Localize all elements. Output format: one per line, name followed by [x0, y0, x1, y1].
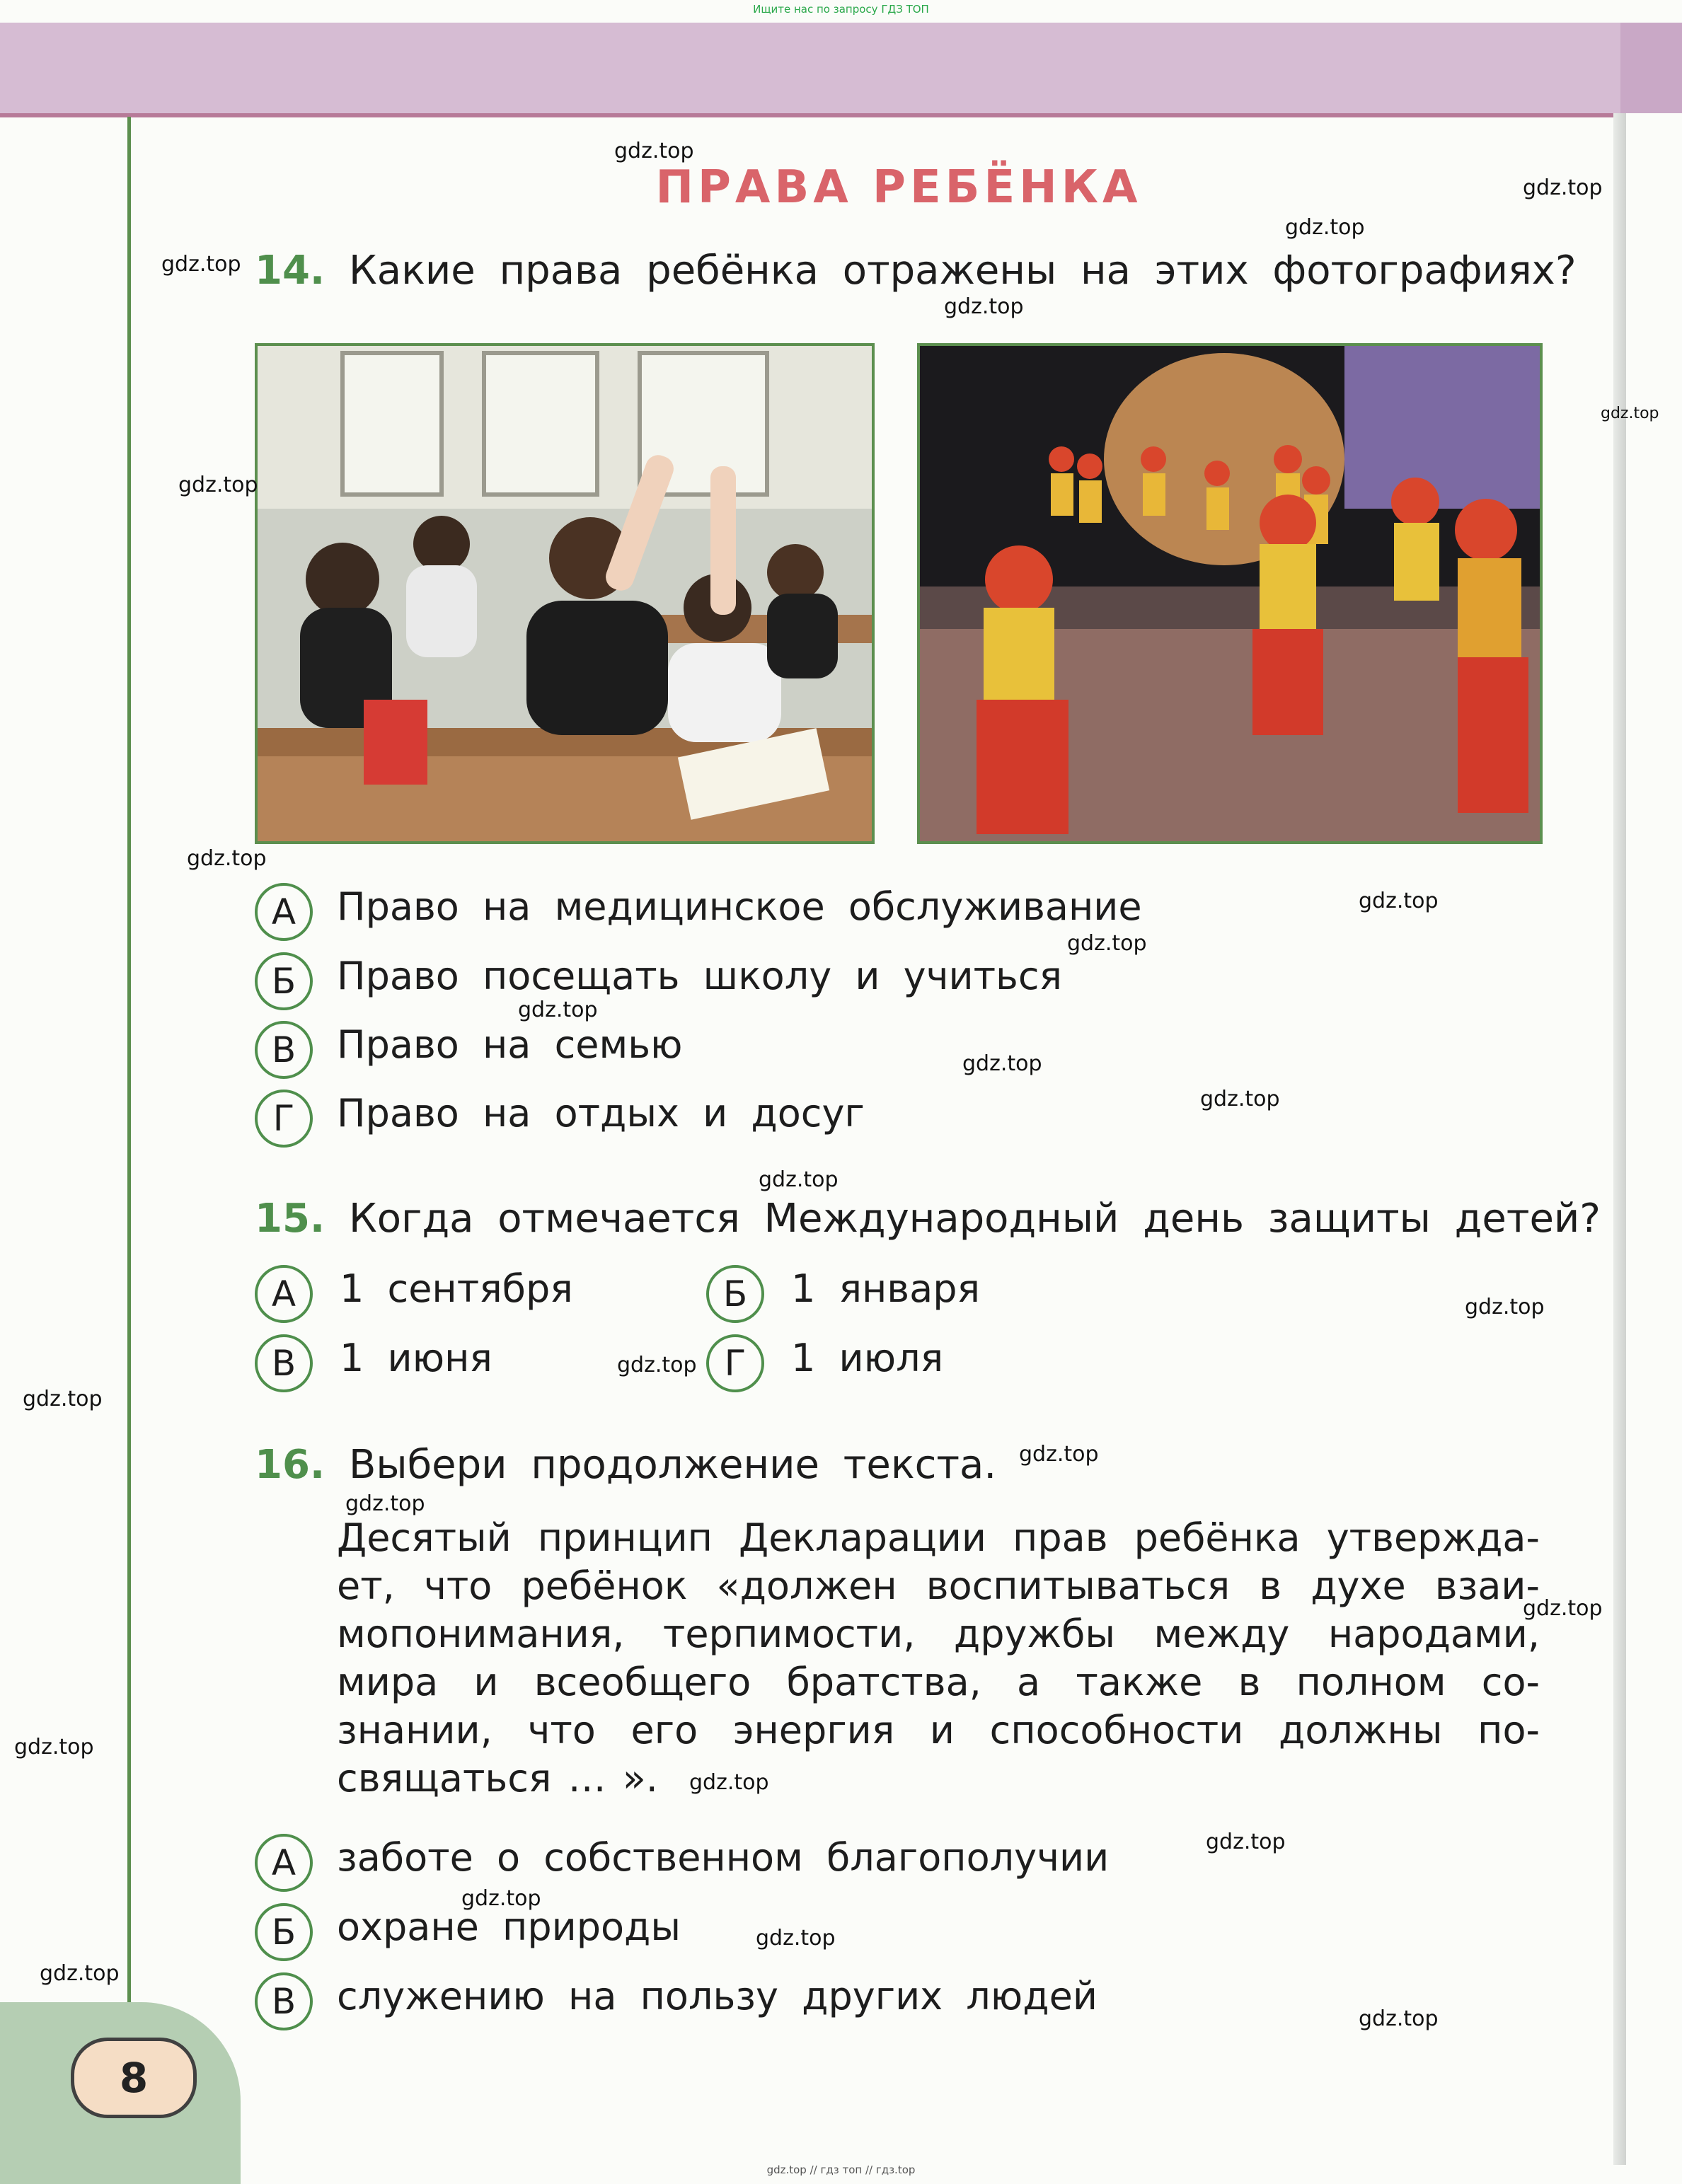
footer-links[interactable]: gdz.top // гдз топ // гдз.top	[766, 2163, 916, 2176]
option-b-text: охране природы	[337, 1905, 681, 1949]
watermark: gdz.top	[187, 846, 267, 871]
option-a-text: 1 сентября	[340, 1266, 573, 1311]
watermark: gdz.top	[1359, 889, 1439, 913]
watermark: gdz.top	[1465, 1295, 1545, 1319]
watermark: gdz.top	[614, 139, 694, 163]
watermark: gdz.top	[689, 1770, 769, 1795]
header-band-edge	[1620, 23, 1682, 113]
option-a-circle[interactable]: А	[255, 1265, 313, 1323]
header-band	[0, 23, 1620, 117]
option-b-circle[interactable]: Б	[255, 952, 313, 1010]
question-number: 14.	[255, 248, 326, 294]
option-g-text: Право на отдых и досуг	[337, 1091, 865, 1136]
watermark: gdz.top	[1067, 931, 1147, 956]
question-16	[255, 1442, 996, 1488]
option-a-circle[interactable]: А	[255, 883, 313, 941]
option-b-circle[interactable]: Б	[255, 1903, 313, 1961]
question-number: 15.	[255, 1196, 326, 1242]
option-b-text: Право посещать школу и учиться	[337, 954, 1063, 998]
quote-line: ет, что ребёнок «должен воспитываться в духе взаи-	[337, 1564, 1540, 1608]
question-14	[255, 248, 1577, 294]
quote-line: мира и всеобщего братства, а также в полном со-	[337, 1660, 1540, 1704]
watermark: gdz.top	[23, 1387, 103, 1411]
watermark: gdz.top	[759, 1167, 839, 1192]
quote-line: свящаться … ».	[337, 1756, 658, 1801]
watermark: gdz.top	[14, 1735, 94, 1760]
watermark: gdz.top	[1359, 2006, 1439, 2031]
watermark: gdz.top	[1200, 1087, 1280, 1111]
watermark: gdz.top	[40, 1961, 120, 1986]
watermark: gdz.top	[461, 1886, 541, 1911]
option-v-text: Право на семью	[337, 1022, 683, 1067]
watermark: gdz.top	[962, 1051, 1042, 1076]
option-v-circle[interactable]: В	[255, 1021, 313, 1079]
margin-line	[127, 117, 131, 2112]
option-b-text: 1 января	[791, 1266, 980, 1311]
dancers-illustration	[920, 346, 1540, 841]
watermark: gdz.top	[1523, 1596, 1603, 1621]
option-b-circle[interactable]: Б	[706, 1265, 764, 1323]
watermark: gdz.top	[944, 294, 1024, 319]
watermark: gdz.top	[1285, 215, 1365, 240]
dancers-photo	[917, 343, 1543, 844]
watermark: gdz.top	[178, 473, 258, 497]
declaration-quote	[337, 1514, 1540, 1803]
question-text: Когда отмечается Международный день защиты детей?	[349, 1196, 1601, 1242]
option-v-circle[interactable]: В	[255, 1972, 313, 2030]
option-a-text: заботе о собственном благополучии	[337, 1835, 1110, 1880]
top-search-link[interactable]: Ищите нас по запросу ГДЗ ТОП	[753, 3, 929, 16]
question-text: Выбери продолжение текста.	[349, 1442, 997, 1488]
watermark: gdz.top	[617, 1353, 697, 1377]
question-text: Какие права ребёнка отражены на этих фотографиях?	[349, 248, 1577, 294]
watermark: gdz.top	[518, 998, 598, 1022]
watermark: gdz.top	[345, 1491, 425, 1516]
quote-line: Десятый принцип Декларации прав ребёнка утвержда-	[337, 1515, 1540, 1560]
page-number: 8	[71, 2038, 197, 2118]
watermark: gdz.top	[756, 1926, 836, 1951]
option-a-circle[interactable]: А	[255, 1834, 313, 1892]
question-15	[255, 1196, 1601, 1242]
watermark: gdz.top	[1019, 1442, 1099, 1467]
question-number: 16.	[255, 1442, 326, 1488]
page-title: ПРАВА РЕБЁНКА	[655, 161, 1142, 214]
option-g-circle[interactable]: Г	[706, 1334, 764, 1392]
option-v-circle[interactable]: В	[255, 1334, 313, 1392]
option-v-text: служению на пользу других людей	[337, 1974, 1098, 2018]
watermark: gdz.top	[1206, 1830, 1286, 1854]
option-v-text: 1 июня	[340, 1336, 492, 1380]
quote-line: мопонимания, терпимости, дружбы между народами,	[337, 1612, 1540, 1656]
classroom-illustration	[258, 346, 872, 841]
option-g-text: 1 июля	[791, 1336, 944, 1380]
watermark: gdz.top	[1601, 405, 1659, 422]
classroom-photo	[255, 343, 875, 844]
watermark: gdz.top	[1523, 175, 1603, 200]
watermark: gdz.top	[161, 252, 241, 277]
option-a-text: Право на медицинское обслуживание	[337, 884, 1142, 929]
quote-line: знании, что его энергия и способности должны по-	[337, 1708, 1540, 1752]
option-g-circle[interactable]: Г	[255, 1090, 313, 1148]
